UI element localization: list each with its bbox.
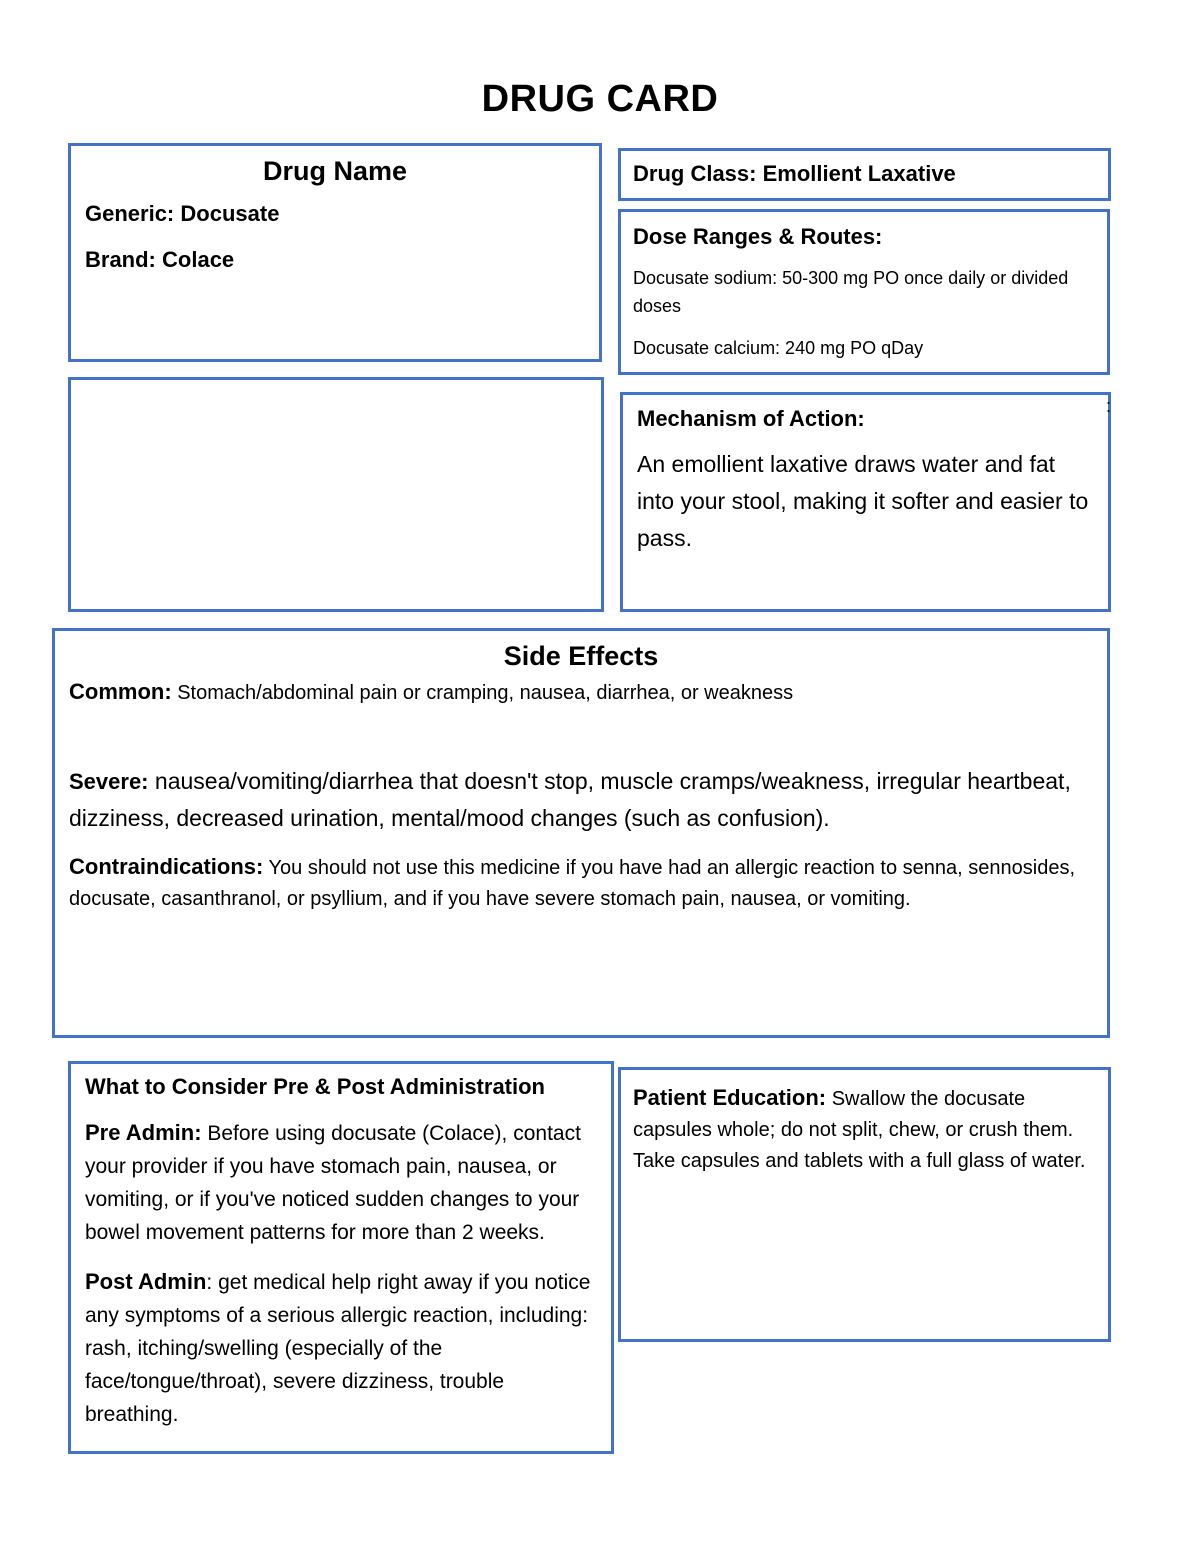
dose-line-calcium: Docusate calcium: 240 mg PO qDay [633,338,924,358]
post-admin-text: : get medical help right away if you notice any symptoms of a serious allergic reaction, including: rash, itching/swelling (especially of the face/tongue/throat), severe dizziness, trouble breathing. [85,1271,591,1426]
consider-box [68,1061,614,1454]
drug-class-label: Drug Class: [633,161,757,186]
post-admin-label: Post Admin [85,1269,207,1294]
severe-text: nausea/vomiting/diarrhea that doesn't stop, muscle cramps/weakness, irregular heartbeat, dizziness, decreased urination, mental/mood changes (such as confusion). [69,768,1071,831]
brand-label: Brand: [85,247,156,272]
empty-box [68,377,604,612]
consider-heading: What to Consider Pre & Post Administration [85,1074,545,1099]
drug-class-line [633,161,1096,187]
dose-line-sodium: Docusate sodium: 50-300 mg PO once daily or divided doses [633,268,1069,316]
pre-admin-line [85,1116,597,1249]
contra-label: Contraindications: [69,854,264,879]
pre-admin-label: Pre Admin: [85,1120,202,1145]
contra-line [69,851,1093,915]
drug-class-value: Emollient Laxative [762,161,956,186]
generic-label: Generic: [85,201,175,226]
common-text: Stomach/abdominal pain or cramping, nausea, diarrhea, or weakness [177,682,794,704]
drug-class-box [618,148,1111,201]
education-box [618,1067,1111,1342]
education-text: Swallow the docusate capsules whole; do not split, chew, or crush them. Take capsules and tablets with a full glass of water. [633,1088,1086,1172]
contra-text: You should not use this medicine if you have had an allergic reaction to senna, sennosides, docusate, casanthranol, or psyllium, and if you have severe stomach pain, nausea, or vomiting. [69,857,1076,910]
generic-line [85,201,585,227]
common-label: Common: [69,679,172,704]
brand-line [85,247,585,273]
drug-name-heading: Drug Name [262,156,408,186]
education-line [633,1082,1096,1177]
mechanism-box [620,392,1111,612]
mechanism-text: An emollient laxative draws water and fat into your stool, making it softer and easier to pass. [637,451,1089,551]
mechanism-heading: Mechanism of Action: [637,406,865,431]
brand-value: Colace [162,247,235,272]
page-title: DRUG CARD [481,78,719,120]
pre-admin-text: Before using docusate (Colace), contact your provider if you have stomach pain, nausea, or vomiting, or if you've noticed sudden changes to your bowel movement patterns for more than 2 weeks. [85,1122,581,1244]
dose-box [618,209,1110,375]
generic-value: Docusate [180,201,280,226]
drug-name-box [68,143,602,362]
common-line [69,676,1093,709]
dose-heading: Dose Ranges & Routes: [633,224,883,249]
stray-mark: : [1106,396,1112,416]
side-effects-box [52,628,1110,1038]
severe-label: Severe: [69,769,149,794]
severe-line [69,763,1093,837]
education-label: Patient Education: [633,1085,827,1110]
side-effects-heading: Side Effects [503,641,659,671]
post-admin-line [85,1265,597,1431]
